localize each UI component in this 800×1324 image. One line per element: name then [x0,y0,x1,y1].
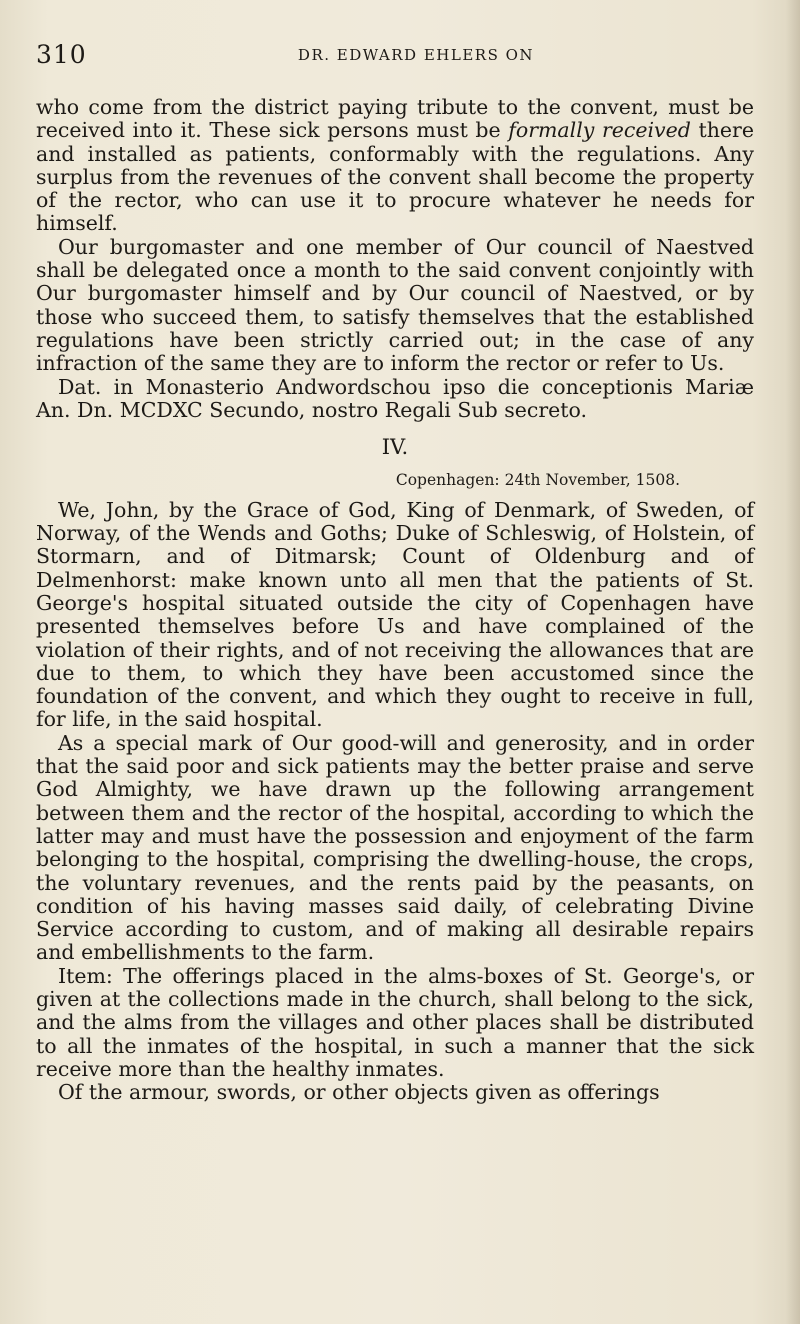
paragraph-1 [36,96,754,236]
section-number: IV. [381,435,409,460]
page-edge-shadow [786,0,800,1324]
paragraph-1-start: who come from the district paying tribute to the convent, must be received into it. These sick persons must be [36,95,754,143]
paragraph-6: Item: The offerings placed in the alms-boxes of St. George's, or given at the collections made in the church, shall belong to the sick, and the alms from the villages and other places shall be distributed to all the inmates of the hospital, in such a manner that the sick receive more than the healthy inmates. [36,963,754,1081]
running-head: DR. EDWARD EHLERS ON [297,46,535,64]
paragraph-4: We, John, by the Grace of God, King of Denmark, of Sweden, of Norway, of the Wends and Goths; Duke of Schleswig, of Holstein, of Stormarn, and of Ditmarsk; Count of Oldenburg and of Delmenhorst: make known unto all men that the patients of St. George's hospital situated outside the city of Copenhagen have presented themselves before Us and have complained of the violation of their rights, and of not receiving the allowances that are due to them, to which they have been accustomed since the foundation of the convent, and which they ought to receive in full, for life, in the said hospital. [36,497,754,732]
dateline: Copenhagen: 24th November, 1508. [395,471,680,490]
paragraph-3-dating-clause: Dat. in Monasterio Andwordschou ipso die conceptionis Mariæ An. Dn. MCDXC Secundo, nostro Regali Sub secreto. [36,374,754,422]
paragraph-2: Our burgomaster and one member of Our council of Naestved shall be delegated once a month to the said convent conjointly with Our burgomaster himself and by Our council of Naestved, or by those who succeed them, to satisfy themselves that the established regulations have been strictly carried out; in the case of any infraction of the same they are to inform the rector or refer to Us. [36,234,754,376]
page-number: 310 [36,40,87,69]
paragraph-5: As a special mark of Our good-will and generosity, and in order that the said poor and sick patients may the better praise and serve God Almighty, we have drawn up the following arrangement between them and the rector of the hospital, according to which the latter may and must have the possession and enjoyment of the farm belonging to the hospital, comprising the dwelling-house, the crops, the voluntary revenues, and the rents paid by the peasants, on condition of his having masses said daily, of celebrating Divine Service according to custom, and of making all desirable repairs and embellishments to the farm. [36,730,754,965]
paragraph-7: Of the armour, swords, or other objects given as offerings [58,1080,660,1105]
paragraph-1-italic: formally received [508,118,691,143]
paragraph-1-end: there and installed as patients, conformably with the regulations. Any surplus from the revenues of the convent shall become the property of the rector, who can use it to procure whatever he needs for himself. [36,118,754,236]
page-header [36,40,756,74]
body-text [36,96,754,1104]
